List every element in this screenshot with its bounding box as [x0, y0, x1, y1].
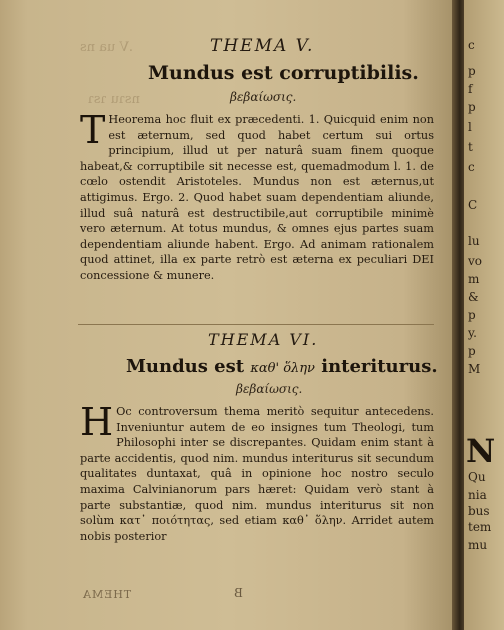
- drop-cap: T: [80, 108, 106, 152]
- thesis-title: [126, 356, 438, 377]
- text-fragment: p: [468, 64, 476, 78]
- title-latin-end: interiturus.: [321, 356, 438, 377]
- text-fragment: l: [468, 120, 472, 134]
- paragraph-text: Heorema hoc fluit ex præcedenti. 1. Quicquid enim non est æternum, sed quod habet certum sui ortus principium, illud ut per naturâ suam finem quoque habeat,& corruptibile sit necesse est, quemadmodum l. 1. de cœlo ostendit Aristoteles. Mundus non est æternus,ut attigimus. Ergo. 2. Quod habet suam dependentiam aliunde, illud suâ naturâ est destructibile,aut corruptibile minimè vero æternum. At totus mundus, & omnes ejus partes suam dependentiam aliunde habent. Ergo. Ad animam rationalem quod attinet, illa ex parte retrò est æterna ex peculiari DEI concessione & munere.: [80, 113, 434, 282]
- paragraph-thema-6: [80, 400, 434, 544]
- bleed-through-text: nsɿu ɿsɿ: [88, 92, 140, 107]
- text-fragment: nia: [468, 488, 487, 502]
- text-fragment: p: [468, 308, 476, 322]
- text-fragment: C: [468, 198, 478, 212]
- text-fragment: bus: [468, 504, 490, 518]
- signature-mark: B: [234, 586, 243, 600]
- text-fragment: c: [468, 160, 475, 174]
- paragraph-text: Oc controversum thema meritò sequitur antecedens. Inveniuntur autem de eo insignes tum Theologi, tum Philosophi inter se discrepantes. Quidam enim stant à parte accidentis, quod nim. mundus interiturus sit secundum qualitates duntaxat, quâ in opinione hoc nostro seculo maxima Calvinianorum pars hæret: Quidam verò stant à parte substantiæ, quod nim. mundus interiturus sit non solùm κατ᾽ ποιότητας, sed etiam καθ᾽ ὅλην. Arridet autem nobis posterior: [80, 405, 434, 543]
- running-head: THEMA V.: [210, 36, 315, 56]
- title-latin: Mundus est: [126, 356, 245, 377]
- text-fragment: tem: [468, 520, 492, 534]
- text-fragment: Qu: [468, 470, 486, 484]
- text-fragment: mu: [468, 538, 488, 552]
- greek-term: βεβαίωσις.: [230, 90, 297, 104]
- greek-term: βεβαίωσις.: [236, 382, 303, 396]
- text-fragment: p: [468, 344, 476, 358]
- text-fragment: p: [468, 100, 476, 114]
- text-fragment: f: [468, 82, 473, 96]
- title-greek: καθ' ὅλην: [250, 361, 315, 376]
- drop-cap: N: [466, 432, 496, 470]
- thesis-title: Mundus est corruptibilis.: [148, 62, 419, 84]
- text-fragment: &: [468, 290, 479, 304]
- paragraph-thema-5: [80, 108, 434, 284]
- running-head: THEMA VI.: [208, 330, 319, 349]
- right-page-edge: [464, 0, 504, 630]
- section-divider: [78, 324, 434, 325]
- text-fragment: m: [468, 272, 480, 286]
- text-fragment: M: [468, 362, 481, 376]
- text-fragment: c: [468, 38, 475, 52]
- bleed-through-text: .V ua ns: [80, 40, 133, 55]
- text-fragment: y.: [468, 326, 477, 340]
- bleed-through-catchword: THEMA: [82, 588, 132, 601]
- drop-cap: H: [80, 400, 114, 444]
- text-fragment: lu: [468, 234, 480, 248]
- text-fragment: vo: [468, 254, 483, 268]
- text-fragment: t: [468, 140, 473, 154]
